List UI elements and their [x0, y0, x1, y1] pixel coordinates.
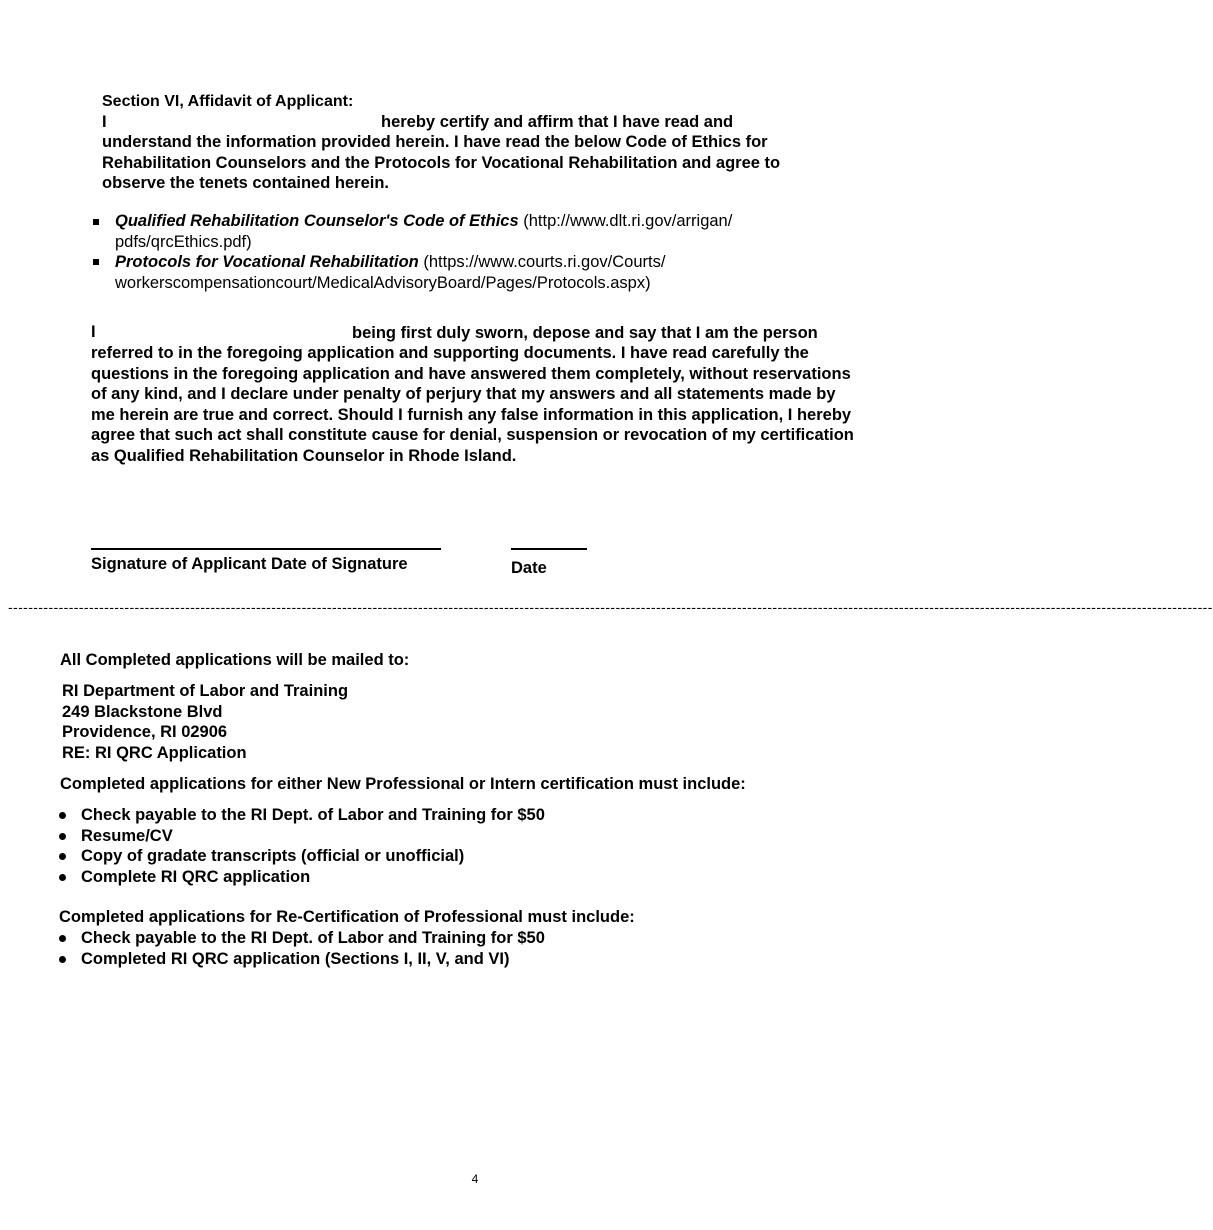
list-item: Complete RI QRC application	[59, 867, 545, 888]
bullet-icon	[59, 853, 66, 860]
date-label: Date	[511, 559, 547, 577]
protocols-title: Protocols for Vocational Rehabilitation	[115, 253, 419, 271]
certify-statement-first-line: hereby certify and affirm that I have read and	[381, 113, 734, 131]
protocols-reference	[115, 252, 775, 293]
list-item: Check payable to the RI Dept. of Labor and Training for $50	[59, 805, 545, 826]
bullet-icon	[59, 812, 66, 819]
square-bullet-icon	[93, 259, 99, 265]
bullet-icon	[59, 874, 66, 881]
signature-line[interactable]	[91, 548, 441, 550]
address-line: 249 Blackstone Blvd	[62, 702, 223, 721]
code-of-ethics-url[interactable]: (http://www.dlt.ri.gov/arrigan/ pdfs/qrcEthics.pdf)	[115, 212, 733, 251]
dashed-separator: ----------------------------------------------------------------------------------------------------------------------------------------------------------------------------------------------------------------------------------------------	[8, 599, 1213, 615]
sworn-statement: referred to in the foregoing application and supporting documents. I have read carefully the questions in the foregoing application and have answered them completely, without reservations of any kind, and I declare under penalty of perjury that my answers and all statements made by me herein are true and correct. Should I furnish any false information in this application, I hereby agree that such act shall constitute cause for denial, suspension or revocation of my certification as Qualified Rehabilitation Counselor in Rhode Island.	[91, 344, 854, 465]
address-line: RI Department of Labor and Training	[62, 682, 349, 700]
sworn-statement-first-line: being first duly sworn, depose and say that I am the person	[352, 324, 818, 342]
mailing-address	[62, 681, 348, 763]
bullet-icon	[59, 956, 66, 963]
list-item: Resume/CV	[59, 826, 545, 847]
protocols-url[interactable]: (https://www.courts.ri.gov/Courts/ workerscompensationcourt/MedicalAdvisoryBoard/Pages/Protocols.aspx)	[115, 253, 666, 292]
bullet-icon	[59, 833, 66, 840]
new-requirements-list	[59, 805, 545, 887]
mailing-heading: All Completed applications will be mailed to:	[60, 651, 410, 669]
recert-requirements-list	[59, 928, 545, 969]
code-of-ethics-title: Qualified Rehabilitation Counselor's Code of Ethics	[115, 212, 519, 230]
list-item: Check payable to the RI Dept. of Labor and Training for $50	[59, 928, 545, 949]
date-line[interactable]	[511, 548, 587, 550]
certify-statement: understand the information provided herein. I have read the below Code of Ethics for Rehabilitation Counselors and the Protocols for Vocational Rehabilitation and agree to observe the tenets contained herein.	[102, 133, 781, 192]
code-of-ethics-reference	[115, 211, 775, 252]
list-item: Copy of gradate transcripts (official or unofficial)	[59, 846, 545, 867]
signature-label: Signature of Applicant Date of Signature	[91, 555, 408, 573]
affidavit-heading: Section VI, Affidavit of Applicant:	[102, 93, 354, 110]
recert-requirements-heading: Completed applications for Re-Certification of Professional must include:	[59, 908, 635, 926]
sworn-pronoun: I	[91, 323, 96, 341]
address-line: RE: RI QRC Application	[62, 743, 247, 762]
square-bullet-icon	[93, 219, 99, 225]
bullet-icon	[59, 935, 66, 942]
certify-pronoun: I	[102, 113, 107, 131]
new-requirements-heading: Completed applications for either New Professional or Intern certification must include:	[60, 775, 746, 793]
address-line: Providence, RI 02906	[62, 723, 228, 741]
page-number: 4	[471, 1172, 479, 1186]
list-item: Completed RI QRC application (Sections I, II, V, and VI)	[59, 949, 545, 970]
